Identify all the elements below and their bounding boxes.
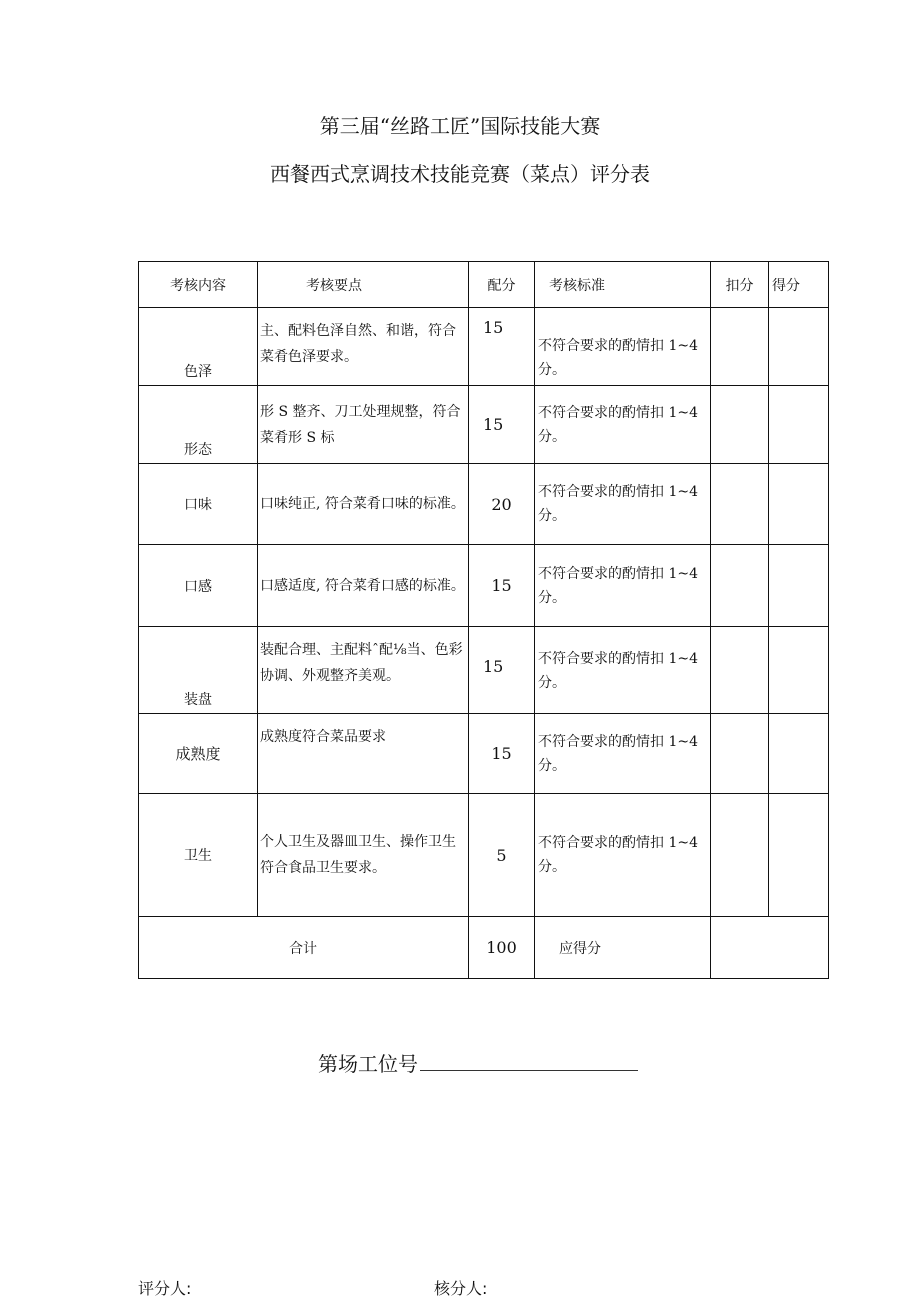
row-criteria: 不符合要求的酌情扣 1~4 分。 <box>535 627 711 714</box>
row-score: 15 <box>469 545 535 627</box>
row-item: 卫生 <box>139 794 258 917</box>
table-row <box>139 627 829 714</box>
table-row <box>139 386 829 464</box>
row-deduct-cell[interactable] <box>711 627 769 714</box>
row-earned-cell[interactable] <box>769 545 829 627</box>
row-points: 成熟度符合菜品要求 <box>258 714 469 794</box>
table-header-row <box>139 262 829 308</box>
row-score: 20 <box>469 464 535 545</box>
row-criteria: 不符合要求的酌情扣 1~4 分。 <box>535 386 711 464</box>
row-criteria: 不符合要求的酌情扣 1~4 分。 <box>535 464 711 545</box>
should-score-label: 应得分 <box>535 917 711 979</box>
row-item: 口味 <box>139 464 258 545</box>
header-criteria: 考核标准 <box>535 262 711 308</box>
row-criteria: 不符合要求的酌情扣 1~4 分。 <box>535 794 711 917</box>
row-points: 主、配料色泽自然、和谐，符合菜肴色泽要求。 <box>258 308 469 386</box>
row-score: 15 <box>469 714 535 794</box>
row-deduct-cell[interactable] <box>711 545 769 627</box>
table-row <box>139 308 829 386</box>
row-score: 5 <box>469 794 535 917</box>
row-earned-cell[interactable] <box>769 308 829 386</box>
row-points: 口感适度, 符合菜肴口感的标准。 <box>258 545 469 627</box>
row-earned-cell[interactable] <box>769 714 829 794</box>
row-points: 口味纯正, 符合菜肴口味的标准。 <box>258 464 469 545</box>
table-row <box>139 545 829 627</box>
table-row <box>139 464 829 545</box>
score-table <box>138 261 829 979</box>
row-score: 15 <box>469 627 535 714</box>
header-item: 考核内容 <box>139 262 258 308</box>
total-row <box>139 917 829 979</box>
row-item: 口感 <box>139 545 258 627</box>
row-earned-cell[interactable] <box>769 794 829 917</box>
checker-signature-label: 核分人: <box>434 1279 488 1298</box>
row-earned-cell[interactable] <box>769 386 829 464</box>
row-points: 个人卫生及器皿卫生、操作卫生符合食品卫生要求。 <box>258 794 469 917</box>
row-earned-cell[interactable] <box>769 627 829 714</box>
header-points: 考核要点 <box>258 262 469 308</box>
row-item: 形态 <box>139 386 258 464</box>
row-deduct-cell[interactable] <box>711 308 769 386</box>
row-item: 装盘 <box>139 627 258 714</box>
row-deduct-cell[interactable] <box>711 464 769 545</box>
seat-number-label: 第场工位号 <box>318 1052 418 1076</box>
scorer-signature-label: 评分人: <box>138 1279 192 1298</box>
row-score: 15 <box>469 308 535 386</box>
total-score: 100 <box>469 917 535 979</box>
row-deduct-cell[interactable] <box>711 386 769 464</box>
total-label: 合计 <box>139 917 469 979</box>
table-row <box>139 714 829 794</box>
row-criteria: 不符合要求的酌情扣 1~4 分。 <box>535 308 711 386</box>
header-deduct: 扣分 <box>711 262 769 308</box>
row-criteria: 不符合要求的酌情扣 1~4 分。 <box>535 545 711 627</box>
row-deduct-cell[interactable] <box>711 714 769 794</box>
header-score: 配分 <box>469 262 535 308</box>
row-deduct-cell[interactable] <box>711 794 769 917</box>
row-score: 15 <box>469 386 535 464</box>
row-earned-cell[interactable] <box>769 464 829 545</box>
row-item: 成熟度 <box>139 714 258 794</box>
seat-number-field <box>318 1048 638 1077</box>
row-points: 形 S 整齐、刀工处理规整，符合菜肴形 S 标 <box>258 386 469 464</box>
should-score-cell[interactable] <box>711 917 829 979</box>
seat-number-blank[interactable] <box>420 1052 638 1071</box>
table-row <box>139 794 829 917</box>
document-title: 第三届“丝路工匠”国际技能大赛 <box>319 114 601 138</box>
header-earned: 得分 <box>769 262 829 308</box>
row-item: 色泽 <box>139 308 258 386</box>
document-subtitle: 西餐西式烹调技术技能竞赛（菜点）评分表 <box>270 162 650 186</box>
row-points: 装配合理、主配料ˆ配⅛当、色彩协调、外观整齐美观。 <box>258 627 469 714</box>
row-criteria: 不符合要求的酌情扣 1~4 分。 <box>535 714 711 794</box>
